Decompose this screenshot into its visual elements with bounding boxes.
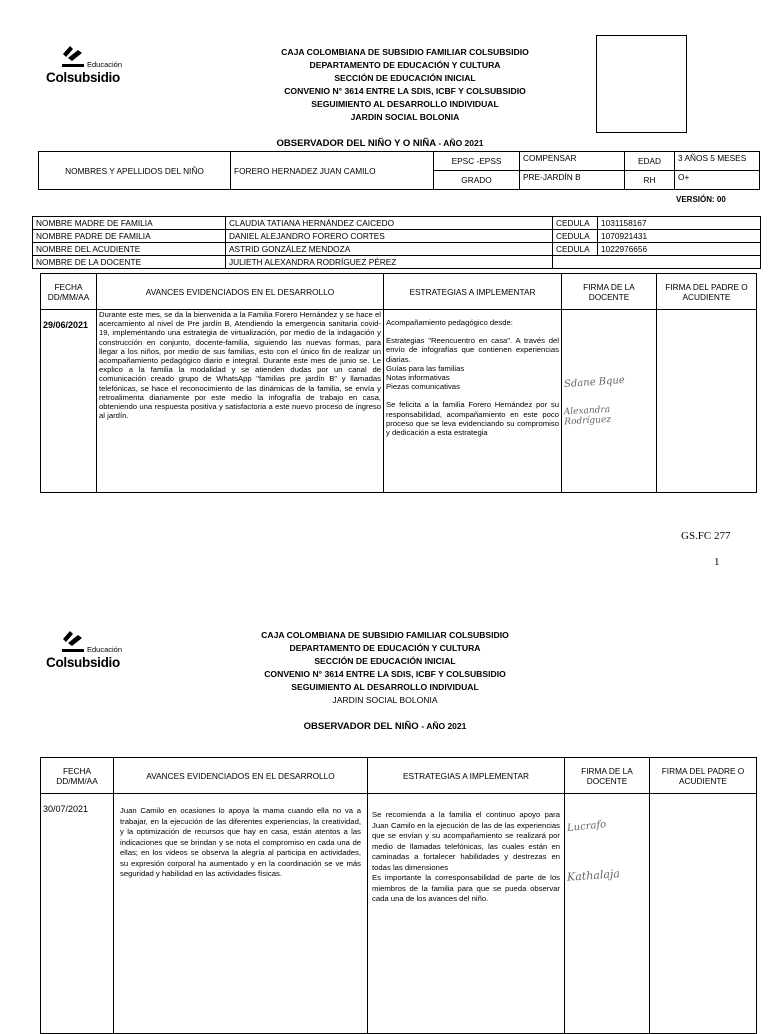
rh-label: RH — [625, 171, 675, 190]
logo-brand: Colsubsidio — [46, 70, 120, 85]
page2-title-text: OBSERVADOR DEL NIÑO — [303, 721, 419, 732]
header-line: CAJA COLOMBIANA DE SUBSIDIO FAMILIAR COLSUBSIDIO — [261, 630, 509, 640]
page1-year: - AÑO 2021 — [438, 138, 484, 148]
family-id: 1022976656 — [598, 243, 761, 256]
family-name: DANIEL ALEJANDRO FORERO CORTES — [226, 230, 553, 243]
teacher-signature-1: Sdane Bque — [563, 374, 626, 391]
footer-code: GS.FC 277 — [681, 530, 731, 542]
header-line: SEGUIMIENTO AL DESARROLLO INDIVIDUAL — [291, 681, 479, 692]
page2-year: - AÑO 2021 — [421, 721, 467, 731]
col-date: FECHA DD/MM/AA — [41, 274, 97, 310]
logo-edu-label: Educación — [87, 60, 123, 69]
grade-label: GRADO — [434, 171, 520, 190]
eps-value: COMPENSAR — [520, 152, 625, 171]
page1-title — [200, 138, 560, 149]
header-line: SECCIÓN DE EDUCACIÓN INICIAL — [314, 655, 456, 666]
age-label: EDAD — [625, 152, 675, 171]
child-name: FORERO HERNADEZ JUAN CAMILO — [231, 152, 434, 190]
family-id-label: CEDULA — [553, 243, 598, 256]
header-line: CONVENIO N° 3614 ENTRE LA SDIS, ICBF Y COLSUBSIDIO — [284, 85, 526, 96]
family-id: 1070921431 — [598, 230, 761, 243]
family-id: 1031158167 — [598, 217, 761, 230]
col-parent-sig: FIRMA DEL PADRE O ACUDIENTE — [650, 758, 757, 794]
logo-icon — [60, 629, 86, 653]
col-date: FECHA DD/MM/AA — [41, 758, 114, 794]
header-line: SEGUIMIENTO AL DESARROLLO INDIVIDUAL — [311, 98, 499, 109]
family-id-empty — [553, 256, 761, 269]
parent-signature-cell — [650, 794, 757, 1034]
child-info-table — [38, 151, 760, 190]
teacher-signature-2: Kathalaja — [566, 867, 621, 884]
photo-box — [596, 35, 687, 133]
page-number: 1 — [714, 556, 720, 568]
strategies-intro: Acompañamiento pedagógico desde: — [386, 318, 513, 327]
strategies-body: Se recomienda a la familia el continuo apoyo para Juan Camilo en la ejecución de las de las experiencias que se envían y su acompañamiento se realizará por medio de llamadas telefónicas, las cuales están en caminadas a fortalecer habilidades y destrezas en todas las dimensiones — [372, 810, 560, 872]
entry-date: 29/06/2021 — [41, 310, 97, 493]
header-line: SECCIÓN DE EDUCACIÓN INICIAL — [334, 72, 476, 83]
col-advances: AVANCES EVIDENCIADOS EN EL DESARROLLO — [114, 758, 368, 794]
teacher-signature-2: Alexandra Rodríguez — [563, 404, 612, 428]
teacher-signature-cell — [562, 310, 657, 493]
family-label: NOMBRE PADRE DE FAMILIA — [33, 230, 226, 243]
entry-date: 30/07/2021 — [41, 794, 114, 1034]
header-line: JARDIN SOCIAL BOLONIA — [350, 111, 460, 122]
header-line: CAJA COLOMBIANA DE SUBSIDIO FAMILIAR COLSUBSIDIO — [281, 47, 529, 57]
page1-title-text: OBSERVADOR DEL NIÑO Y O NIÑA — [276, 138, 436, 149]
observations-table-2 — [40, 757, 757, 1034]
parent-signature-cell — [657, 310, 757, 493]
page2-header — [215, 629, 555, 706]
family-name: ASTRID GONZÁLEZ MENDOZA — [226, 243, 553, 256]
col-advances: AVANCES EVIDENCIADOS EN EL DESARROLLO — [97, 274, 384, 310]
header-line: CONVENIO N° 3614 ENTRE LA SDIS, ICBF Y COLSUBSIDIO — [264, 668, 506, 679]
version-label: VERSIÓN: 00 — [676, 195, 726, 204]
col-parent-sig: FIRMA DEL PADRE O ACUDIENTE — [657, 274, 757, 310]
eps-label: EPSC -EPSS — [434, 152, 520, 171]
strategies-item: Guías para las familias — [386, 363, 465, 373]
col-strategies: ESTRATEGIAS A IMPLEMENTAR — [368, 758, 565, 794]
family-name: JULIETH ALEXANDRA RODRÍGUEZ PÉREZ — [226, 256, 553, 269]
child-label: NOMBRES Y APELLIDOS DEL NIÑO — [39, 152, 231, 190]
teacher-signature-cell — [565, 794, 650, 1034]
page1-header — [240, 46, 570, 123]
observations-table-1 — [40, 273, 757, 493]
family-label: NOMBRE DEL ACUDIENTE — [33, 243, 226, 256]
family-id-label: CEDULA — [553, 230, 598, 243]
colsubsidio-logo — [46, 629, 146, 677]
col-teacher-sig: FIRMA DE LA DOCENTE — [562, 274, 657, 310]
logo-icon — [60, 44, 86, 68]
age-value: 3 AÑOS 5 MESES — [675, 152, 760, 171]
col-teacher-sig: FIRMA DE LA DOCENTE — [565, 758, 650, 794]
strategies-item: Notas informativas — [386, 373, 450, 383]
header-line: DEPARTAMENTO DE EDUCACIÓN Y CULTURA — [289, 642, 481, 653]
strategies-body: Estrategias "Reencuentro en casa". A través del envío de infografías que contienen experiencias diarias. — [386, 336, 559, 364]
entry-advances: Juan Camilo en ocasiones lo apoya la mama cuando ella no va a trabajar, en la ejecución de las diferentes experiencias, la creatividad, y la optimización de recursos que hay en casa, están atentos a las indicaciones que se brindan y se nota el compromiso en cada una de ellas; en los videos se observa la alegría al participa en actividades, su expresión corporal ha aumentado y en la coordinación se ve más seguridad y habilidad en las actividades físicas. — [114, 794, 368, 1034]
strategies-item: Piezas comunicativas — [386, 382, 460, 392]
entry-strategies — [368, 794, 565, 1034]
rh-value: O+ — [675, 171, 760, 190]
family-name: CLAUDIA TATIANA HERNÁNDEZ CAICEDO — [226, 217, 553, 230]
colsubsidio-logo — [46, 44, 146, 92]
header-line: JARDIN SOCIAL BOLONIA — [332, 694, 438, 705]
family-label: NOMBRE DE LA DOCENTE — [33, 256, 226, 269]
page2-title — [200, 721, 570, 732]
family-table — [32, 216, 761, 269]
strategies-closing: Se felicita a la familia Forero Hernández por su responsabilidad, acompañamiento en este poco proceso que se leva evidenciando su compromiso y dedicación a esta estrategia — [386, 400, 559, 438]
strategies-note: Es importante la corresponsabilidad de parte de los miembros de la familia para que se pueda observar cada una de los avances del niño. — [372, 873, 560, 903]
family-label: NOMBRE MADRE DE FAMILIA — [33, 217, 226, 230]
entry-strategies — [384, 310, 562, 493]
grade-value: PRE-JARDÍN B — [520, 171, 625, 190]
header-line: DEPARTAMENTO DE EDUCACIÓN Y CULTURA — [309, 59, 501, 70]
logo-edu-label: Educación — [87, 645, 123, 654]
family-id-label: CEDULA — [553, 217, 598, 230]
entry-advances: Durante este mes, se da la bienvenida a la Familia Forero Hernández y se hace el acercamiento al nivel de Pre jardín B, Atendiendo la emergencia sanitaria covid-19, implementando una estrategia de virtualización, por medio de la indagación y construcción en conjunto, docente-familia, siguiendo las nuevas formas, para llegar a los niños, por medio de sus familias, esto con el único fin de realizar un acompañamiento pedagógico diario e integral. Durante este mes de junio se. Le explico a la familia la modalidad y se atienden dudas por un canal de comunicación creado grupo de WhatsApp "familias pre jardín B" y llamadas telefónicas, se hace el reconocimiento de las dinámicas de la familia, se envía y retroalimenta diariamente por este medio la infografía de trabajo en casa, obteniendo una respuesta positiva y satisfactoria a este nuevo proceso de ingreso al jardín. — [97, 310, 384, 493]
teacher-signature-1: Lucrafo — [566, 819, 607, 835]
col-strategies: ESTRATEGIAS A IMPLEMENTAR — [384, 274, 562, 310]
logo-brand: Colsubsidio — [46, 655, 120, 670]
